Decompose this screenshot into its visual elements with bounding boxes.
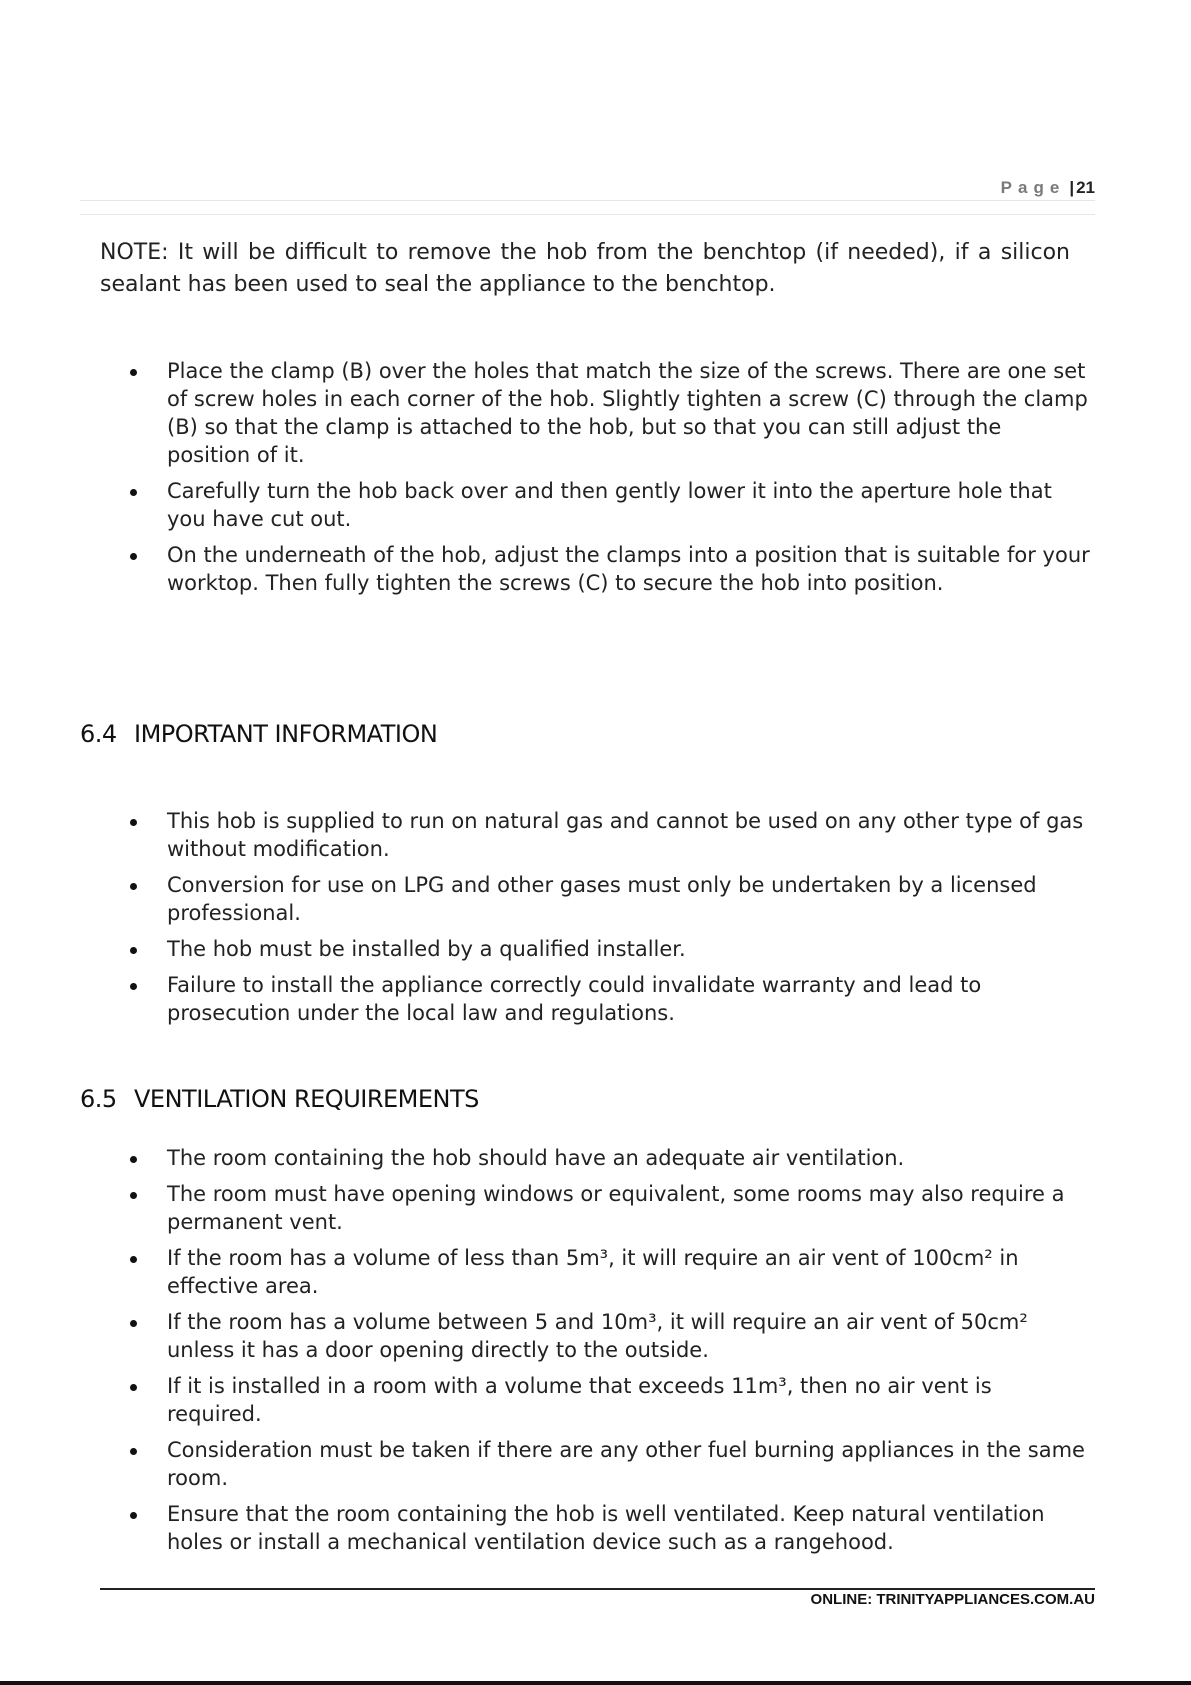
bullet-icon	[130, 1384, 137, 1391]
list-item-text: Carefully turn the hob back over and then gently lower it into the aperture hole that you have cut out.	[167, 479, 1052, 531]
bullet-icon	[130, 1256, 137, 1263]
list-item-text: The room containing the hob should have an adequate air ventilation.	[167, 1146, 905, 1170]
list-item	[130, 971, 1090, 1027]
bullet-icon	[130, 1448, 137, 1455]
page-number-label	[1001, 178, 1095, 198]
list-item	[130, 1436, 1090, 1492]
list-item	[130, 871, 1090, 927]
bullet-icon	[130, 1320, 137, 1327]
bullet-icon	[130, 883, 137, 890]
bullet-icon	[130, 369, 137, 376]
bullet-icon	[130, 1192, 137, 1199]
list-item	[130, 935, 1090, 963]
list-item	[130, 1180, 1090, 1236]
important-information-list	[130, 807, 1090, 1035]
ventilation-requirements-list	[130, 1144, 1090, 1564]
bottom-edge-bar	[0, 1681, 1191, 1685]
bullet-icon	[130, 819, 137, 826]
section-title: IMPORTANT INFORMATION	[134, 720, 438, 748]
section-number: 6.4	[80, 720, 117, 748]
section-heading-important-information	[80, 720, 437, 748]
page-separator: |	[1069, 178, 1075, 197]
bullet-icon	[130, 947, 137, 954]
footer-website: ONLINE: TRINITYAPPLIANCES.COM.AU	[810, 1591, 1095, 1608]
list-item	[130, 1308, 1090, 1364]
bullet-icon	[130, 1156, 137, 1163]
installation-steps-list	[130, 357, 1090, 597]
installation-note: NOTE: It will be difficult to remove the hob from the benchtop (if needed), if a silicon sealant has been used to seal the appliance to the benchtop.	[100, 240, 1070, 297]
list-item-text: If it is installed in a room with a volume that exceeds 11m³, then no air vent is required.	[167, 1374, 992, 1426]
bullet-icon	[130, 553, 137, 560]
section-title: VENTILATION REQUIREMENTS	[134, 1085, 479, 1113]
bullet-icon	[130, 1512, 137, 1519]
list-item-text: On the underneath of the hob, adjust the clamps into a position that is suitable for your worktop. Then fully tighten the screws (C) to secure the hob into position.	[167, 543, 1090, 595]
list-item	[130, 807, 1090, 863]
list-item-text: The room must have opening windows or equivalent, some rooms may also require a permanent vent.	[167, 1182, 1065, 1234]
page-header	[80, 178, 1095, 200]
list-item-text: Place the clamp (B) over the holes that match the size of the screws. There are one set of screw holes in each corner of the hob. Slightly tighten a screw (C) through the clamp (B) so that the clamp is attached to the hob, but so that you can still adjust the position of it.	[167, 359, 1088, 467]
bullet-icon	[130, 489, 137, 496]
list-item	[130, 1500, 1090, 1556]
list-item	[130, 357, 1090, 469]
list-item-text: Conversion for use on LPG and other gases must only be undertaken by a licensed professional.	[167, 873, 1037, 925]
section-number: 6.5	[80, 1085, 117, 1113]
list-item-text: Failure to install the appliance correctly could invalidate warranty and lead to prosecution under the local law and regulations.	[167, 973, 982, 1025]
list-item	[130, 1144, 1090, 1172]
footer-divider	[100, 1588, 1095, 1590]
page-word: Page	[1000, 178, 1066, 197]
list-item-text: Consideration must be taken if there are any other fuel burning appliances in the same room.	[167, 1438, 1085, 1490]
list-item	[130, 1372, 1090, 1428]
list-item	[130, 477, 1090, 533]
section-heading-ventilation-requirements	[80, 1085, 479, 1113]
list-item-text: The hob must be installed by a qualified installer.	[167, 937, 686, 961]
page-number: 21	[1076, 178, 1095, 197]
list-item-text: Ensure that the room containing the hob is well ventilated. Keep natural ventilation holes or install a mechanical ventilation device such as a rangehood.	[167, 1502, 1045, 1554]
header-divider-secondary	[80, 214, 1095, 215]
list-item-text: If the room has a volume of less than 5m³, it will require an air vent of 100cm² in effective area.	[167, 1246, 1019, 1298]
list-item	[130, 1244, 1090, 1300]
list-item-text: This hob is supplied to run on natural gas and cannot be used on any other type of gas without modification.	[167, 809, 1084, 861]
header-divider	[80, 200, 1095, 201]
list-item	[130, 541, 1090, 597]
list-item-text: If the room has a volume between 5 and 10m³, it will require an air vent of 50cm² unless it has a door opening directly to the outside.	[167, 1310, 1028, 1362]
bullet-icon	[130, 983, 137, 990]
